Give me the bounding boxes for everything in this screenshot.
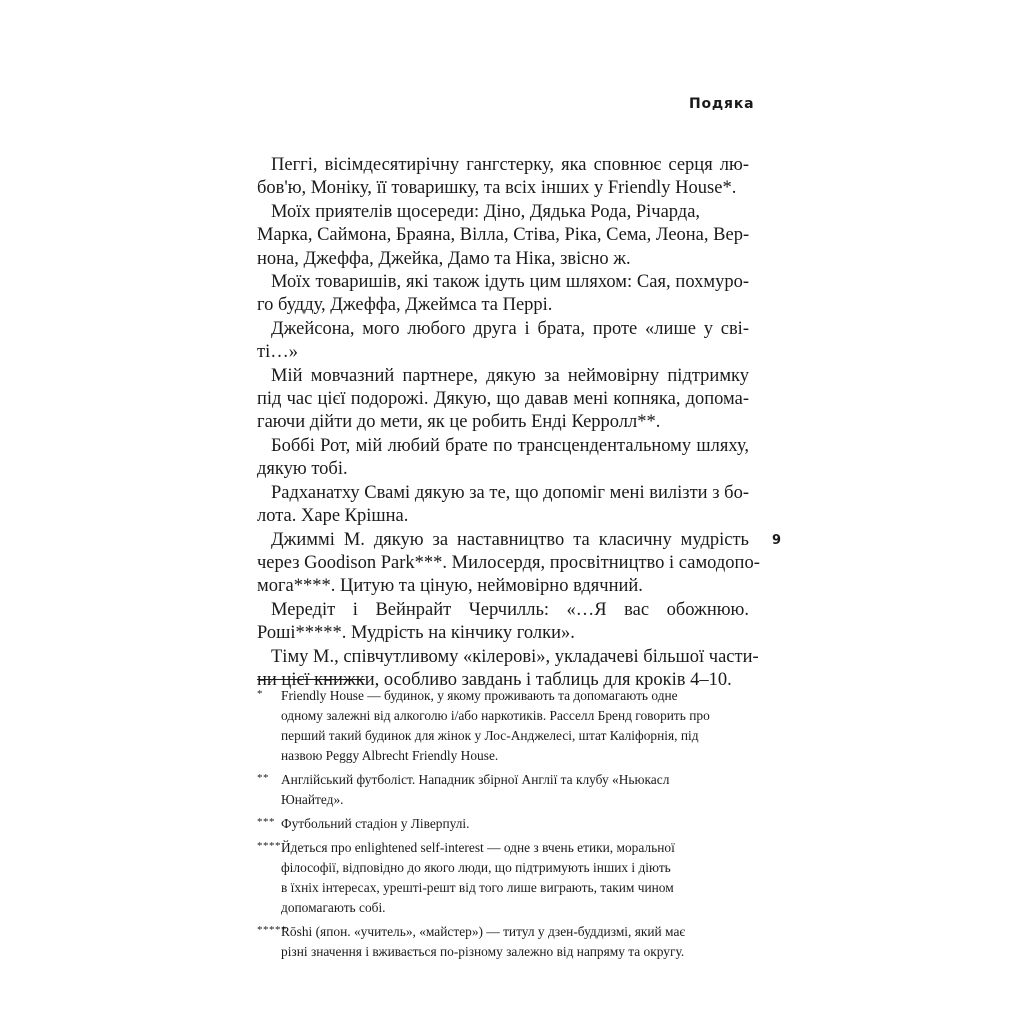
running-head: Подяка xyxy=(689,96,755,112)
paragraph xyxy=(257,599,749,646)
footnote xyxy=(257,686,749,766)
main-text xyxy=(257,154,760,692)
paragraph xyxy=(257,271,749,318)
footnote-line: різні значення і вживається по-різному залежно від напряму та округу. xyxy=(281,944,685,959)
footnote-line: одному залежні від алкоголю і/або наркотиків. Расселл Бренд говорить про xyxy=(281,708,710,723)
text-line: Джейсона, мого любого друга і брата, проте «лише у сві- xyxy=(271,318,749,339)
text-line: Боббі Рот, мій любий брате по трансцендентальному шляху, xyxy=(271,435,749,456)
text-line: ті…» xyxy=(257,342,298,363)
paragraph xyxy=(257,201,749,271)
text-line: Пеггі, вісімдесятирічну гангстерку, яка сповнює серця лю- xyxy=(271,155,749,175)
text-line: дякую тобі. xyxy=(257,459,348,480)
footnote-line: Юнайтед». xyxy=(281,792,344,807)
footnote xyxy=(257,922,749,962)
footnote-line: Rōshi (япон. «учитель», «майстер») — титул у дзен-буддизмі, який має xyxy=(281,924,686,939)
footnote-line: в їхніх інтересах, урешті-решт від того лише виграють, таким чином xyxy=(281,880,674,895)
paragraph xyxy=(257,154,749,201)
text-line: го будду, Джеффа, Джеймса та Перрі. xyxy=(257,295,553,316)
footnote-mark: * xyxy=(257,688,263,700)
footnote xyxy=(257,838,749,918)
text-line: нона, Джеффа, Джейка, Дамо та Ніка, звісно ж. xyxy=(257,248,631,269)
footnotes xyxy=(257,686,749,966)
footnote-line: перший такий будинок для жінок у Лос-Анджелесі, штат Каліфорнія, під xyxy=(281,728,699,743)
text-line: ни цієї книжки, особливо завдань і таблиць для кроків 4–10. xyxy=(257,669,732,690)
text-line: мога****. Цитую та ціную, неймовірно вдячний. xyxy=(257,576,643,597)
paragraph xyxy=(257,435,749,482)
text-line: Марка, Саймона, Браяна, Вілла, Стіва, Ріка, Сема, Леона, Вер- xyxy=(257,225,750,246)
footnote-divider xyxy=(257,679,365,680)
footnote xyxy=(257,770,749,810)
footnote-line: назвою Peggy Albrecht Friendly House. xyxy=(281,748,499,763)
text-line: Тіму М., співчутливому «кілерові», укладачеві більшої части- xyxy=(271,646,759,667)
footnote-line: Йдеться про enlightened self-interest — одне з вчень етики, моральної xyxy=(281,840,675,855)
text-line: Роші*****. Мудрість на кінчику голки». xyxy=(257,623,575,644)
footnote-mark: *** xyxy=(257,816,275,828)
text-line: гаючи дійти до мети, як це робить Енді Керролл**. xyxy=(257,412,661,433)
footnote xyxy=(257,814,749,834)
footnote-mark: **** xyxy=(257,840,281,852)
paragraph xyxy=(257,365,749,435)
footnote-mark: ** xyxy=(257,772,269,784)
text-line: Радханатху Свамі дякую за те, що допоміг мені вилізти з бо- xyxy=(271,482,749,503)
paragraph xyxy=(257,318,749,365)
footnote-mark: ***** xyxy=(257,924,287,936)
text-line: Моїх товаришів, які також ідуть цим шляхом: Сая, похмуро- xyxy=(271,272,749,293)
text-line: Моїх приятелів щосереди: Діно, Дядька Рода, Річарда, xyxy=(271,201,701,222)
footnote-line: Футбольний стадіон у Ліверпулі. xyxy=(281,816,470,831)
footnote-line: Англійський футболіст. Нападник збірної Англії та клубу «Ньюкасл xyxy=(281,772,670,787)
text-line: Мередіт і Вейнрайт Черчилль: «…Я вас обожнюю. xyxy=(271,599,749,620)
text-line: Мій мовчазний партнере, дякую за неймовірну підтримку xyxy=(271,365,749,386)
text-line: під час цієї подорожі. Дякую, що давав мені копняка, допома- xyxy=(257,389,749,410)
paragraph xyxy=(257,482,749,529)
page-number: 9 xyxy=(772,533,782,548)
footnote-line: допомагають собі. xyxy=(281,900,386,915)
text-line: бов'ю, Моніку, її товаришку, та всіх інших у Friendly House*. xyxy=(257,178,737,199)
text-line: Джиммі М. дякую за наставництво та класичну мудрість xyxy=(271,529,749,550)
footnote-line: філософії, відповідно до якого люди, що підтримують інших і діють xyxy=(281,860,671,875)
text-line: лота. Харе Крішна. xyxy=(257,506,409,527)
text-line: через Goodison Park***. Милосердя, просвітництво і самодопо- xyxy=(257,552,760,573)
paragraph xyxy=(257,529,760,599)
footnote-line: Friendly House — будинок, у якому проживають та допомагають одне xyxy=(281,688,678,703)
